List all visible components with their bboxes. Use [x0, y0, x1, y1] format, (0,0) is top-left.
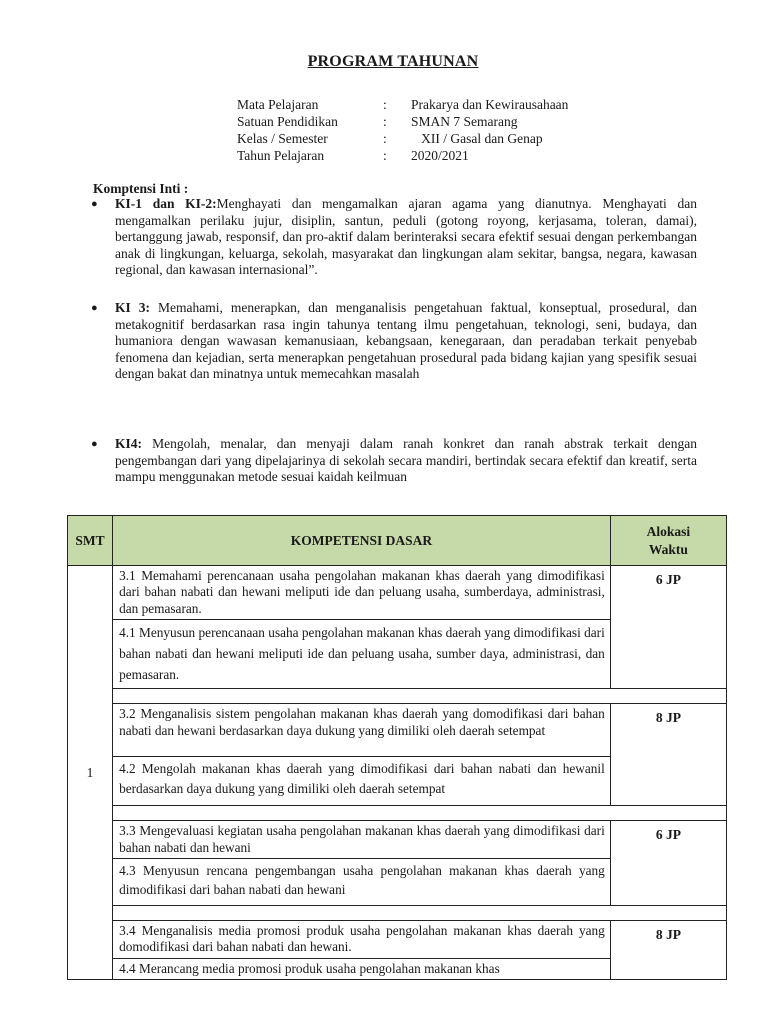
meta-colon: : — [383, 97, 387, 112]
ki-body: Menghayati dan mengamalkan ajaran agama yang dianutnya. Menghayati dan mengamalkan perilaku jujur, disiplin, santun, peduli (gotong royong, kerjasama, toleran, damai), bertanggung jawab, responsif, dan pro-aktif dalam berinteraksi secara efektif sesuai dengan perkembangan anak di lingkungan, keluarga, sekolah, masyarakat dan lingkungan alam sekitar, bangsa, negara, kawasan regional, dan kawasan internasional”. — [115, 196, 698, 278]
meta-label: Mata Pelajaran — [237, 97, 319, 112]
spacer-cell — [113, 689, 727, 704]
ki-text — [115, 300, 697, 383]
meta-value: Prakarya dan Kewirausahaan — [411, 97, 569, 112]
table-spacer-row — [68, 806, 727, 821]
header-smt: SMT — [68, 516, 113, 566]
bullet-icon: ● — [91, 438, 98, 450]
kd-item: 3.1 Memahami perencanaan usaha pengolahan makanan khas daerah yang dimodifikasi dari bahan nabati dan hewani meliputi ide dan peluang usaha, sumberdaya, administrasi, dan pemasaran. — [113, 566, 611, 620]
kd-item: 4.2 Mengolah makanan khas daerah yang dimodifikasi dari bahan nabati dan hewanil berdasarkan daya dukung yang dimiliki oleh daerah setempat — [113, 757, 611, 806]
meta-value: SMAN 7 Semarang — [411, 114, 518, 129]
bullet-icon: ● — [91, 302, 98, 314]
kd-item: 3.4 Menganalisis media promosi produk usaha pengolahan makanan khas daerah yang domodifikasi dari bahan nabati dan hewani. — [113, 921, 611, 959]
header-alokasi-waktu: Alokasi Waktu — [610, 516, 726, 566]
ki-label: KI4: — [115, 436, 142, 451]
meta-label: Tahun Pelajaran — [237, 148, 325, 163]
alokasi-cell: 6 JP — [610, 566, 726, 689]
ki-item-3 — [91, 300, 697, 383]
table-row — [68, 704, 727, 757]
spacer-cell — [113, 806, 727, 821]
ki-item-4 — [91, 436, 697, 486]
page-title: PROGRAM TAHUNAN — [307, 53, 479, 70]
spacer-cell — [113, 906, 727, 921]
alokasi-cell: 8 JP — [610, 704, 726, 806]
header-kompetensi-dasar: KOMPETENSI DASAR — [113, 516, 611, 566]
ki-label: KI 3: — [115, 300, 151, 315]
ki-text — [115, 196, 697, 279]
alokasi-cell: 6 JP — [610, 821, 726, 906]
meta-colon: : — [383, 148, 387, 163]
meta-value: 2020/2021 — [411, 148, 469, 163]
ki-text — [115, 436, 697, 486]
kd-item: 4.1 Menyusun perencanaan usaha pengolahan makanan khas daerah yang dimodifikasi dari bahan nabati dan hewani meliputi ide dan peluang usaha, sumber daya, administrasi, dan pemasaran. — [113, 620, 611, 689]
table-spacer-row — [68, 689, 727, 704]
table-spacer-row — [68, 906, 727, 921]
meta-value: XII / Gasal dan Genap — [411, 131, 543, 146]
kd-item: 3.3 Mengevaluasi kegiatan usaha pengolahan makanan khas daerah yang dimodifikasi dari bahan nabati dan hewani — [113, 821, 611, 859]
alokasi-cell: 8 JP — [610, 921, 726, 980]
ki-body: Memahami, menerapkan, dan menganalisis pengetahuan faktual, konseptual, prosedural, dan metakognitif berdasarkan rasa ingin tahunya tentang ilmu pengetahuan, teknologi, seni, budaya, dan humaniora dengan wawasan kemanusiaan, kebangsaan, kenegaraan, dan peradaban terkait penyebab fenomena dan kejadian, serta menerapkan pengetahuan prosedural pada bidang kajian yang spesifik sesuai dengan bakat dan minatnya untuk memecahkan masalah — [115, 300, 698, 382]
ki-label: KI-1 dan KI-2: — [115, 196, 217, 211]
meta-colon: : — [383, 131, 387, 146]
meta-colon: : — [383, 114, 387, 129]
table-row — [68, 566, 727, 620]
meta-label: Kelas / Semester — [237, 131, 328, 146]
kd-item: 3.2 Menganalisis sistem pengolahan makanan khas daerah yang domodifikasi dari bahan nabati dan hewani berdasarkan daya dukung yang dimiliki oleh daerah setempat — [113, 704, 611, 757]
table-row — [68, 921, 727, 959]
kd-item: 4.4 Merancang media promosi produk usaha pengolahan makanan khas — [113, 958, 611, 979]
table-header-row — [68, 516, 727, 566]
ki-item-1-2 — [91, 196, 697, 279]
table-row — [68, 821, 727, 859]
kd-item: 4.3 Menyusun rencana pengembangan usaha pengolahan makanan khas daerah yang dimodifikasi dari bahan nabati dan hewani — [113, 859, 611, 906]
ki-body: Mengolah, menalar, dan menyaji dalam ranah konkret dan ranah abstrak terkait dengan pengembangan dari yang dipelajarinya di sekolah secara mandiri, bertindak secara efektif dan kreatif, serta mampu menggunakan metode sesuai kaidah keilmuan — [115, 436, 697, 485]
meta-label: Satuan Pendidikan — [237, 114, 338, 129]
ki-heading: Komptensi Inti : — [93, 181, 189, 196]
kompetensi-dasar-table — [67, 515, 727, 980]
bullet-icon: ● — [91, 198, 98, 210]
semester-cell: 1 — [68, 566, 113, 980]
